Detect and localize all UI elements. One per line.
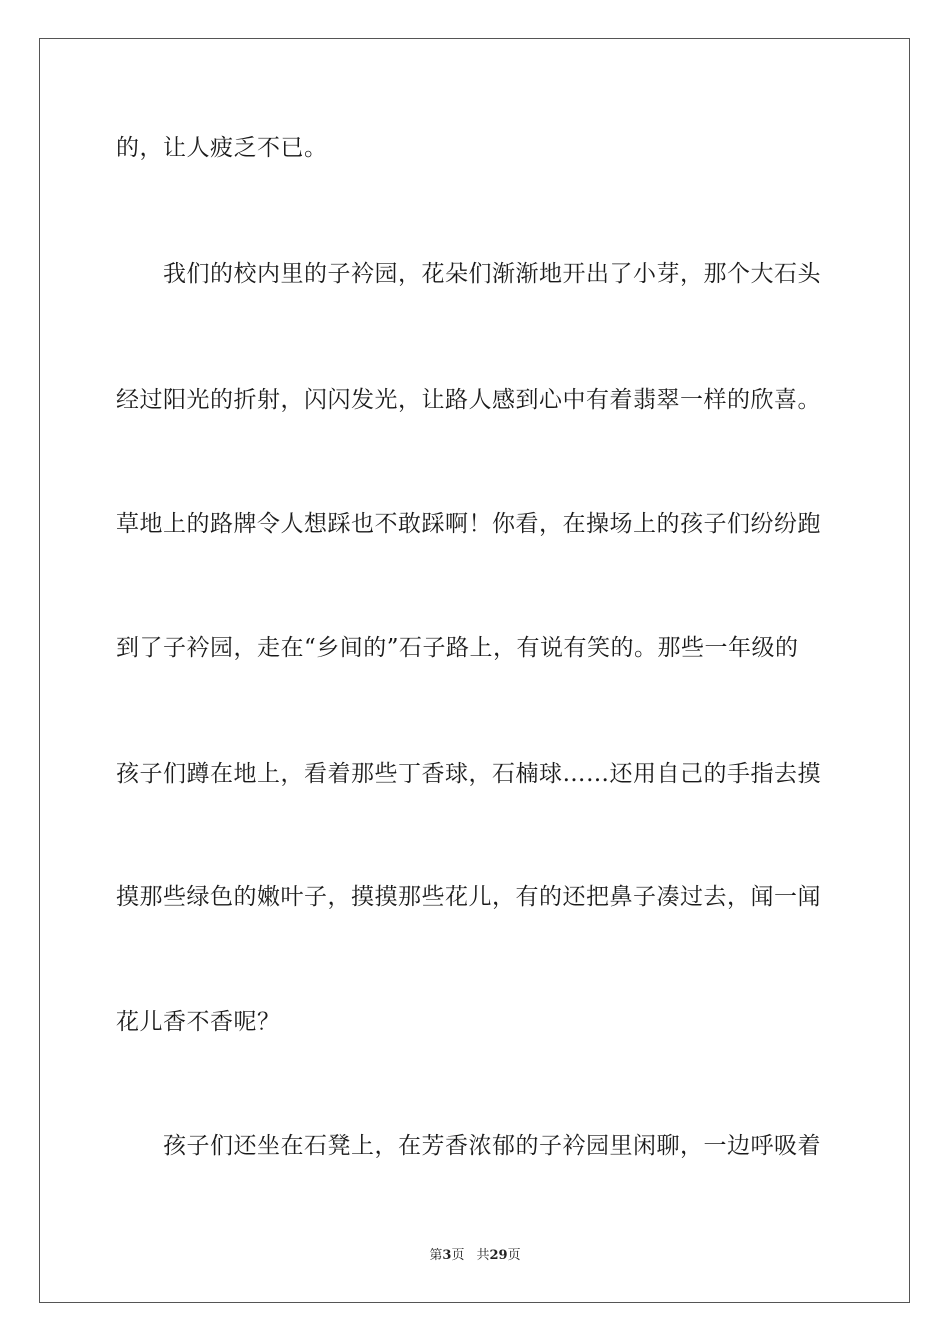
page-border <box>39 38 910 1303</box>
text-line: 花儿香不香呢？ <box>116 1009 281 1035</box>
text-line: 的，让人疲乏不已。 <box>116 135 328 161</box>
total-pages: 29 <box>489 1248 508 1263</box>
total-prefix: 共 <box>476 1248 490 1263</box>
text-line: 草地上的路牌令人想踩也不敢踩啊！你看，在操场上的孩子们纷纷跑 <box>116 511 821 537</box>
text-line: 到了子衿园，走在“乡间的”石子路上，有说有笑的。那些一年级的 <box>116 635 799 661</box>
text-line: 孩子们蹲在地上，看着那些丁香球，石楠球……还用自己的手指去摸 <box>116 761 821 787</box>
page-footer <box>0 1247 950 1265</box>
paragraph-start-line: 我们的校内里的子衿园，花朵们渐渐地开出了小芽，那个大石头 <box>163 261 821 287</box>
paragraph-start-line: 孩子们还坐在石凳上，在芳香浓郁的子衿园里闲聊，一边呼吸着 <box>163 1133 821 1159</box>
page-suffix: 页 <box>451 1248 465 1263</box>
page-number: 3 <box>442 1248 452 1263</box>
page-prefix: 第 <box>429 1248 443 1263</box>
text-line: 经过阳光的折射，闪闪发光，让路人感到心中有着翡翠一样的欣喜。 <box>116 387 821 413</box>
text-line: 摸那些绿色的嫩叶子，摸摸那些花儿，有的还把鼻子凑过去，闻一闻 <box>116 884 821 910</box>
total-suffix: 页 <box>507 1248 521 1263</box>
